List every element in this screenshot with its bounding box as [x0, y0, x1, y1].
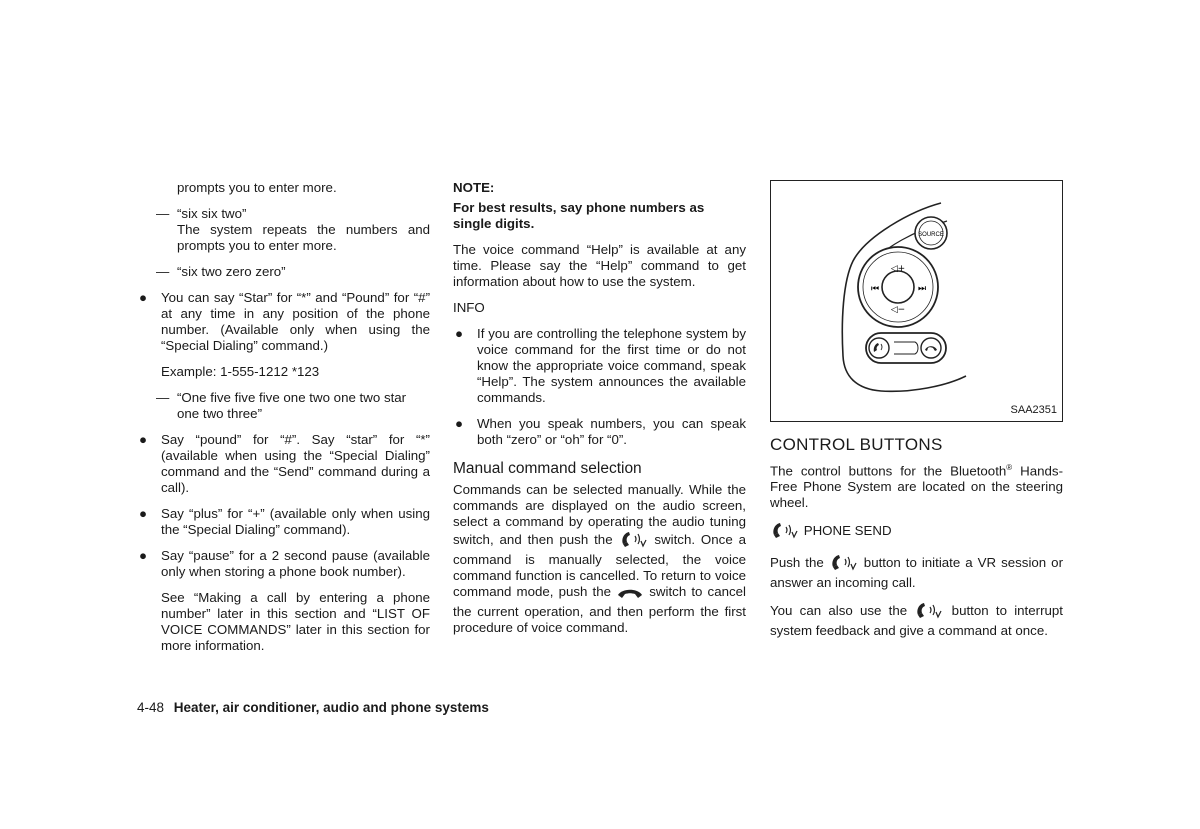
- dash-item-six-two-zero-zero: [137, 264, 430, 280]
- seek-back-icon[interactable]: ⏮: [870, 284, 880, 294]
- phone-send-talk-icon: [829, 553, 859, 575]
- steering-switch-figure: [770, 180, 1063, 422]
- steering-switch-illustration: [771, 181, 1062, 419]
- bullet-text: Say “pause” for a 2 second pause (available only when storing a phone book number).: [161, 548, 430, 579]
- dash-description: The system repeats the numbers and prompts you to enter more.: [177, 222, 430, 253]
- bullet-marker: ●: [139, 432, 148, 447]
- bullet-marker: ●: [455, 326, 464, 341]
- manual-text-part3: switch to cancel the current operation, and then perform the first procedure of voice command.: [453, 584, 746, 635]
- phone-end-icon: [616, 586, 644, 604]
- bullet-text: When you speak numbers, you can speak both “zero” or “oh” for “0”.: [477, 416, 746, 447]
- bullet-marker: ●: [455, 416, 464, 431]
- phone-send-button[interactable]: [869, 338, 889, 358]
- also-text-a: You can also use the: [770, 603, 908, 619]
- bullet-text: Say “plus” for “+” (available only when using the “Special Dialing” command).: [161, 506, 430, 537]
- help-text: The voice command “Help” is available at any time. Please say the “Help” command to get information about how to use the system.: [453, 242, 746, 289]
- dash-quote: “six two zero zero”: [177, 264, 286, 279]
- bullet-say-plus: [137, 506, 430, 538]
- dash-marker: —: [156, 264, 170, 279]
- see-also-text: See “Making a call by entering a phone number” later in this section and “LIST OF VOICE COMMANDS” later in this section for more information.: [161, 590, 430, 653]
- source-button-label: SOURCE: [918, 232, 944, 238]
- tuning-center-button[interactable]: [882, 271, 914, 303]
- intro-text-b: Hands-Free Phone System are located on the steering wheel.: [770, 463, 1063, 511]
- manual-text-part2: switch. Once a command is manually selected, the voice command function is cancelled. To return to voice command mode, push the: [453, 532, 747, 599]
- continuation-text: prompts you to enter more.: [177, 180, 337, 195]
- also-text-b: button to interrupt system feedback and give a command at once.: [770, 603, 1063, 639]
- bullet-marker: ●: [139, 290, 148, 305]
- bullet-say-pound: [137, 432, 430, 496]
- registered-mark: ®: [1006, 463, 1013, 472]
- info-bullet-numbers: [453, 416, 746, 448]
- phone-send-talk-icon: [770, 521, 800, 543]
- info-label: INFO: [453, 300, 485, 315]
- phone-send-heading: [770, 521, 1063, 543]
- bullet-text: Say “pound” for “#”. Say “star” for “*” (available when using the “Special Dialing” command and the “Send” command during a call).: [161, 432, 430, 495]
- dash-quote: “six six two”: [177, 206, 247, 221]
- push-text-b: button to initiate a VR session or answer an incoming call.: [770, 555, 1064, 591]
- example-text: Example: 1-555-1212 *123: [161, 364, 320, 379]
- page-footer: [137, 700, 489, 716]
- left-column: [137, 180, 430, 664]
- bullet-marker: ●: [139, 548, 148, 563]
- info-bullet-first-time: [453, 326, 746, 406]
- bullet-marker: ●: [139, 506, 148, 521]
- dash-item-six-six-two: [137, 206, 430, 254]
- bullet-text: If you are controlling the telephone system by voice command for the first time or do not know the appropriate voice command, speak “Help”. The system announces the available commands.: [477, 326, 746, 405]
- note-title: NOTE:: [453, 180, 495, 195]
- figure-label: SAA2351: [1010, 404, 1057, 416]
- control-buttons-title: CONTROL BUTTONS: [770, 435, 943, 454]
- right-column: [770, 180, 1063, 649]
- dash-marker: —: [156, 206, 170, 221]
- control-buttons-intro: [770, 460, 1063, 511]
- bullet-text: You can say “Star” for “*” and “Pound” for “#” at any time in any position of the phone number. (Available only when using the “Special Dialing” command.): [161, 290, 430, 353]
- note-text: For best results, say phone numbers as single digits.: [453, 200, 705, 231]
- phone-send-label: PHONE SEND: [803, 523, 892, 539]
- bullet-say-pause: [137, 548, 430, 580]
- manual-command-heading: Manual command selection: [453, 460, 642, 477]
- phone-end-button[interactable]: [921, 338, 941, 358]
- chapter-title: Heater, air conditioner, audio and phone systems: [173, 700, 489, 715]
- page-number: 4-48: [137, 700, 165, 715]
- manual-command-text: [453, 482, 746, 636]
- bullet-star-pound: [137, 290, 430, 354]
- manual-text-part1: Commands can be selected manually. While the commands are displayed on the audio screen, select a command by operating the audio tuning switch, and then push the: [453, 482, 746, 547]
- phone-send-talk-icon: [619, 530, 649, 552]
- phone-send-talk-icon: [914, 601, 944, 623]
- volume-up-icon[interactable]: ◁+: [890, 264, 906, 274]
- push-phone-send-text: [770, 553, 1063, 591]
- dash-description: “One five five five one two one two star one two three”: [177, 390, 407, 421]
- intro-text-a: The control buttons for the Bluetooth: [770, 463, 1007, 479]
- dash-item-example-spoken: [137, 390, 430, 422]
- interrupt-feedback-text: [770, 601, 1063, 639]
- seek-forward-icon[interactable]: ⏭: [917, 284, 927, 294]
- volume-down-icon[interactable]: ◁−: [890, 305, 906, 315]
- dash-marker: —: [156, 390, 170, 405]
- push-text-a: Push the: [770, 555, 824, 571]
- middle-column: [453, 180, 746, 646]
